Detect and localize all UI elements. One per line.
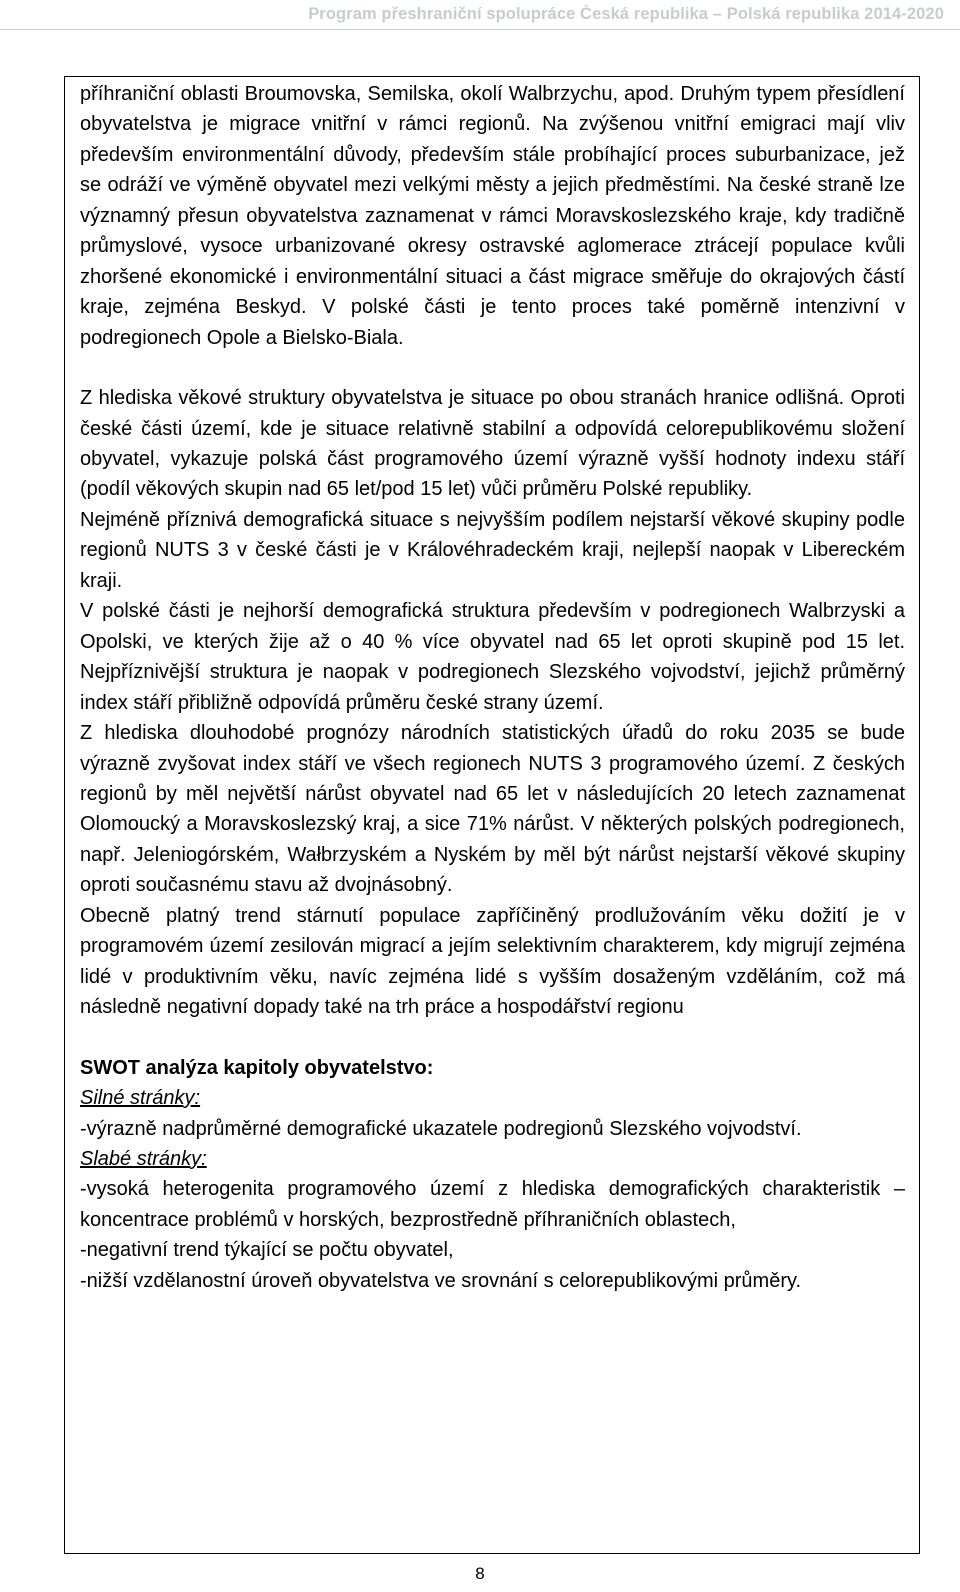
- running-header: Program přeshraniční spolupráce Česká republika – Polská republika 2014-2020: [308, 5, 944, 23]
- strength-item: -výrazně nadprůměrné demografické ukazatele podregionů Slezského vojvodství.: [80, 1117, 802, 1140]
- paragraph-polish-demography: V polské části je nejhorší demografická struktura především v podregionech Walbrzyski a Opolski, ve kterých žije až o 40 % více obyvatel nad 65 let oproti skupině pod 15 let. Nejpříznivější struktura je naopak v podregionech Slezského vojvodství, jejichž průměrný index stáří přibližně odpovídá průměru české strany území.: [80, 600, 905, 714]
- paragraph-migration: příhraniční oblasti Broumovska, Semilska, okolí Walbrzychu, apod. Druhým typem přesídlení obyvatelstva je migrace vnitřní v rámci regionů. Na zvýšenou vnitřní emigraci mají vliv především environmentální důvody, především stále probíhající proces suburbanizace, jež se odráží ve výměně obyvatel mezi velkými městy a jejich předměstími. Na české straně lze významný přesun obyvatelstva zaznamenat v rámci Moravskoslezského kraje, kdy tradičně průmyslové, vysoce urbanizované okresy ostravské aglomerace ztrácejí populace kvůli zhoršené ekonomické i environmentální situaci a část migrace směřuje do okrajových částí kraje, zejména Beskyd. V polské části je tento proces také poměrně intenzivní v podregionech Opole a Bielsko-Biala.: [80, 83, 905, 349]
- strengths-heading: Silné stránky:: [80, 1087, 201, 1110]
- weaknesses-heading: Slabé stránky:: [80, 1147, 207, 1170]
- weakness-item: -vysoká heterogenita programového území z hlediska demografických charakteristik – koncentrace problémů v horských, bezprostředně příhraničních oblastech,: [80, 1178, 905, 1231]
- swot-title: SWOT analýza kapitoly obyvatelstvo:: [80, 1056, 434, 1079]
- page-number: 8: [475, 1564, 485, 1583]
- header-rule: [0, 29, 960, 30]
- content-box: [64, 76, 920, 1554]
- paragraph-czech-demography: Nejméně příznivá demografická situace s nejvyšším podílem nejstarší věkové skupiny podle regionů NUTS 3 v české části je v Královéhradeckém kraji, nejlepší naopak v Libereckém kraji.: [80, 508, 905, 592]
- weakness-item: -nižší vzdělanostní úroveň obyvatelstva ve srovnání s celorepublikovými průměry.: [80, 1269, 802, 1292]
- paragraph-age-structure: Z hlediska věkové struktury obyvatelstva je situace po obou stranách hranice odlišná. Oproti české části území, kde je situace relativně stabilní a odpovídá celorepublikovému složení obyvatel, vykazuje polská část programového území výrazně vyšší hodnoty indexu stáří (podíl věkových skupin nad 65 let/pod 15 let) vůči průměru Polské republiky.: [80, 387, 905, 501]
- weakness-item: -negativní trend týkající se počtu obyvatel,: [80, 1239, 454, 1262]
- paragraph-ageing-trend: Obecně platný trend stárnutí populace zapříčiněný prodlužováním věku dožití je v programovém území zesilován migrací a jejím selektivním charakterem, kdy migrují zejména lidé v produktivním věku, navíc zejména lidé s vyšším dosaženým vzděláním, což má následně negativní dopady také na trh práce a hospodářství regionu: [80, 904, 905, 1019]
- paragraph-forecast: Z hlediska dlouhodobé prognózy národních statistických úřadů do roku 2035 se bude výrazně zvyšovat index stáří ve všech regionech NUTS 3 programového území. Z českých regionů by měl největší nárůst obyvatel nad 65 let v následujících 20 letech zaznamenat Olomoucký a Moravskoslezský kraj, a sice 71% nárůst. V některých polských podregionech, např. Jeleniogórském, Wałbrzyském a Nyském by měl být nárůst nejstarší věkové skupiny oproti současnému stavu až dvojnásobný.: [80, 722, 905, 897]
